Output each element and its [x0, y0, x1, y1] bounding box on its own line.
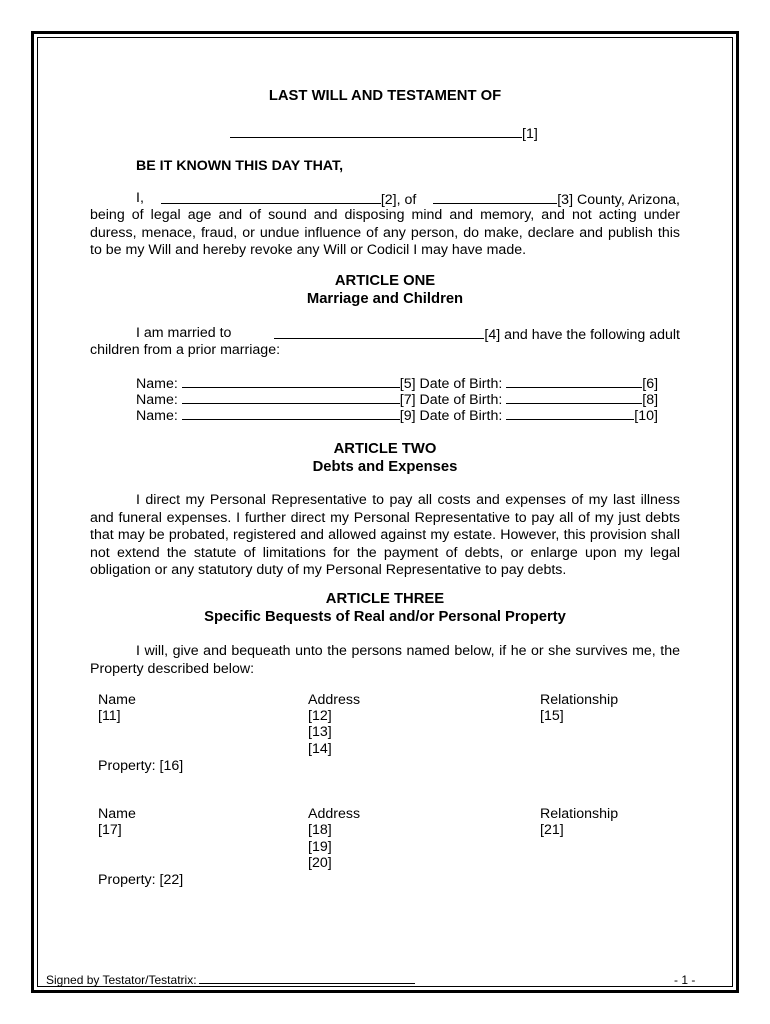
col-name-label: Name: [98, 806, 136, 822]
bequest-address-field[interactable]: [20]: [308, 855, 332, 871]
intro-first-line: I, [2], of [3] County, Arizona,: [136, 190, 680, 208]
article-three-text: I will, give and bequeath unto the persons named below, if he or she survives me, the Property described below:: [90, 643, 680, 677]
child-dob-field[interactable]: [506, 390, 642, 404]
document-title: LAST WILL AND TESTAMENT OF: [268, 88, 502, 104]
child-name-field[interactable]: [182, 390, 400, 404]
bequest-relationship-field[interactable]: [15]: [540, 708, 564, 724]
col-address-label: Address: [308, 692, 361, 708]
page-number: - 1 -: [674, 973, 696, 987]
bequest-name-field[interactable]: [11]: [98, 708, 121, 724]
col-address-label: Address: [308, 806, 361, 822]
bequest-address-field[interactable]: [19]: [308, 839, 332, 855]
article-two-subheading: Debts and Expenses: [312, 459, 458, 475]
spouse-field[interactable]: [4] and have the following adult: [274, 325, 680, 344]
article-one-subheading: Marriage and Children: [306, 291, 464, 307]
child-dob-field[interactable]: [506, 406, 634, 420]
intro-paragraph: being of legal age and of sound and disposing mind and memory, and not acting under duress, menace, fraud, or undue influence of any person, do make, declare and publish this to be my Will and hereby revoke any Will or Codicil I may have made.: [90, 207, 680, 259]
child-row: Name: [9] Date of Birth: [10]: [136, 408, 658, 424]
bequest-address-field[interactable]: [14]: [308, 741, 332, 757]
intro-name-field[interactable]: [2], of: [161, 190, 417, 209]
col-name-label: Name: [98, 692, 136, 708]
child-name-field[interactable]: [182, 406, 400, 420]
child-name-field[interactable]: [182, 374, 400, 388]
bequest-address-field[interactable]: [12]: [308, 708, 332, 724]
child-dob-field[interactable]: [506, 374, 642, 388]
article-one-heading: ARTICLE ONE: [334, 273, 436, 289]
bequest-property-field[interactable]: Property: [16]: [98, 758, 184, 774]
child-row: Name: [7] Date of Birth: [8]: [136, 392, 659, 408]
testator-name-field[interactable]: [1]: [230, 124, 538, 143]
bequest-property-field[interactable]: Property: [22]: [98, 872, 184, 888]
bequest-address-field[interactable]: [18]: [308, 822, 332, 838]
col-relationship-label: Relationship: [540, 692, 619, 708]
bequest-address-field[interactable]: [13]: [308, 724, 332, 740]
article-three-subheading: Specific Bequests of Real and/or Personal Property: [204, 609, 566, 625]
article-three-heading: ARTICLE THREE: [325, 591, 445, 607]
married-line: I am married to [4] and have the following adult: [136, 325, 680, 343]
bequest-name-field[interactable]: [17]: [98, 822, 122, 838]
blank-line: [230, 124, 522, 138]
col-relationship-label: Relationship: [540, 806, 619, 822]
article-two-heading: ARTICLE TWO: [333, 441, 437, 457]
child-row: Name: [5] Date of Birth: [6]: [136, 376, 659, 392]
married-line-2: children from a prior marriage:: [90, 342, 281, 358]
bequest-relationship-field[interactable]: [21]: [540, 822, 564, 838]
article-two-text: I direct my Personal Representative to pay all costs and expenses of my last illness and funeral expenses. I further direct my Personal Representative to pay all of my just debts that may be probated, registered and allowed against my estate. However, this provision shall not extend the statute of limitations for the payment of debts, or enlarge upon my legal obligation or any statutory duty of my Personal Representative to pay debts.: [90, 492, 680, 579]
intro-county-field[interactable]: [3] County, Arizona,: [433, 190, 680, 209]
signature-line: Signed by Testator/Testatrix:: [46, 972, 415, 989]
signature-field[interactable]: [199, 972, 415, 984]
be-it-known: BE IT KNOWN THIS DAY THAT,: [136, 158, 344, 174]
